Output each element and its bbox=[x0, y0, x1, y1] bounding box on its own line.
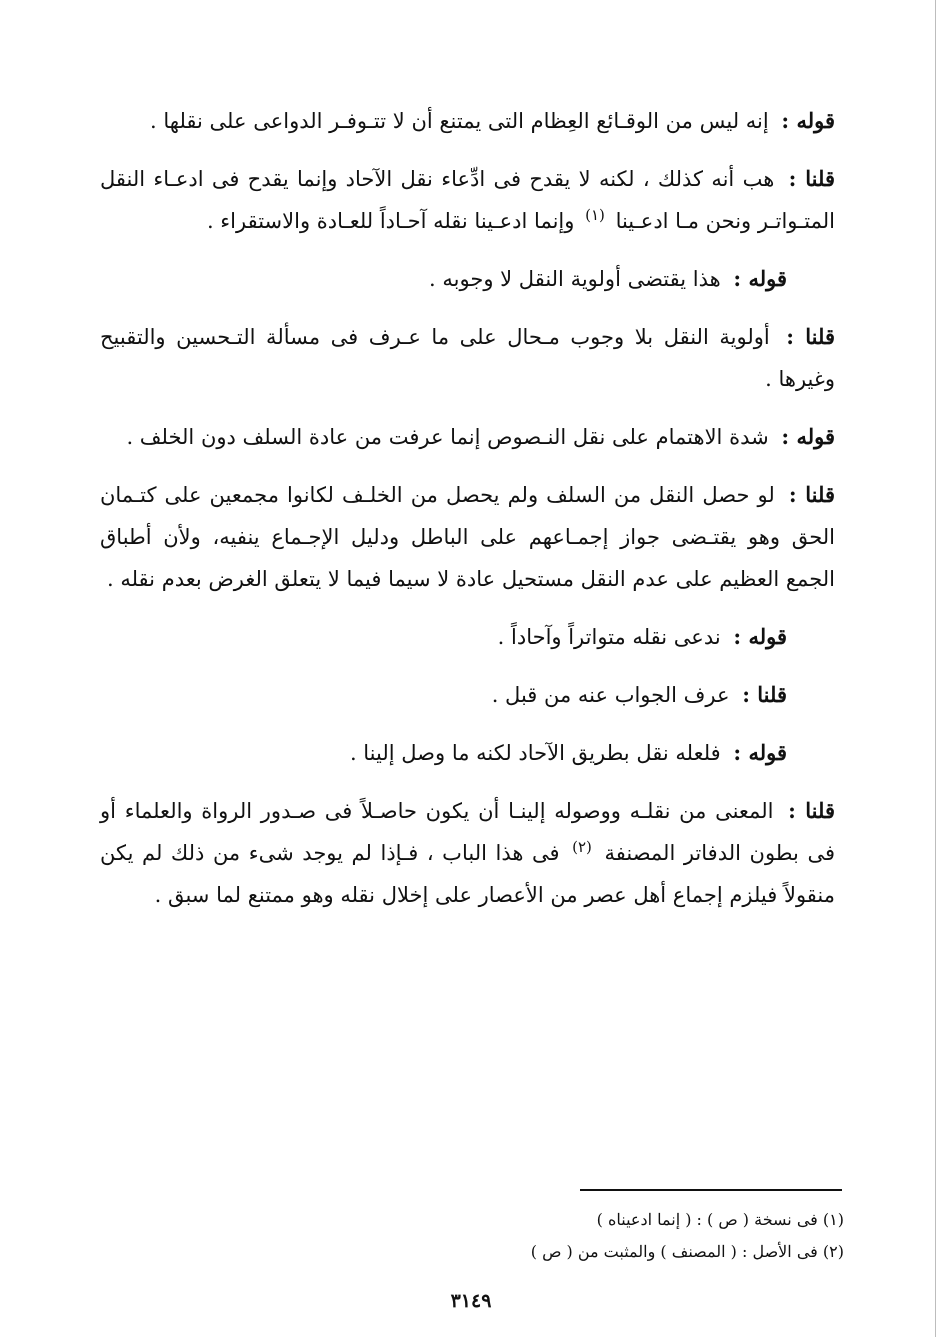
footnotes bbox=[300, 1204, 844, 1268]
paragraph-text-continued: فى هذا الباب ، فـإذا لم يوجد شىء من ذلك لم يكن منقولاً فيلزم إجماع أهل عصر من الأعصار على إخلال نقله وهو ممتنع لما سبق . bbox=[100, 841, 835, 907]
footnote-reference: (٢) bbox=[572, 838, 592, 856]
paragraph-text: هب أنه كذلك ، لكنه لا يقدح فى ادِّعاء نقل الآحاد وإنما يقدح فى ادعـاء النقل المتـواتـر ونحن مـا ادعـينا bbox=[100, 167, 835, 233]
page-number: ٣١٤٩ bbox=[450, 1290, 492, 1312]
paragraph-text: أولوية النقل بلا وجوب مـحال على ما عـرف فى مسألة التـحسين والتقبيح وغيرها . bbox=[100, 325, 835, 391]
scan-edge-line bbox=[935, 0, 936, 1337]
speaker-label: قلنا : bbox=[788, 166, 835, 191]
speaker-label: قوله : bbox=[781, 108, 835, 133]
footnote-separator bbox=[580, 1189, 842, 1191]
paragraph-text: ندعى نقله متواتراً وآحاداً . bbox=[497, 625, 721, 649]
footnote-2: (٢) فى الأصل : ( المصنف ) والمثبت من ( ص ) bbox=[530, 1242, 844, 1261]
paragraph-qulna-1 bbox=[100, 158, 835, 242]
paragraph-qulna-5 bbox=[100, 790, 835, 916]
paragraph-qawluhu-3 bbox=[100, 416, 835, 458]
main-text bbox=[100, 100, 835, 932]
paragraph-qulna-3 bbox=[100, 474, 835, 600]
paragraph-text: فلعله نقل بطريق الآحاد لكنه ما وصل إلينا . bbox=[349, 741, 721, 765]
footnote-1: (١) فى نسخة ( ص ) : ( إنما ادعيناه ) bbox=[596, 1210, 844, 1229]
speaker-label: قلنا : bbox=[788, 798, 835, 823]
paragraph-qawluhu-4 bbox=[100, 616, 835, 658]
paragraph-qawluhu-2 bbox=[100, 258, 835, 300]
paragraph-text-continued: وإنما ادعـينا نقله آحـاداً للعـادة والاستقراء . bbox=[206, 209, 575, 233]
paragraph-text: المعنى من نقلـه ووصوله إلينـا أن يكون حاصـلاً فى صـدور الرواة والعلماء أو فى بطون الدفاتر المصنفة bbox=[100, 799, 835, 865]
paragraph-qawluhu-1 bbox=[100, 100, 835, 142]
speaker-label: قوله : bbox=[733, 740, 787, 765]
paragraph-qawluhu-5 bbox=[100, 732, 835, 774]
paragraph-text: شدة الاهتمام على نقل النـصوص إنما عرفت من عادة السلف دون الخلف . bbox=[126, 425, 769, 449]
paragraph-qulna-2 bbox=[100, 316, 835, 400]
speaker-label: قلنا : bbox=[788, 482, 835, 507]
paragraph-text: إنه ليس من الوقـائع العِظام التى يمتنع أن لا تتـوفـر الدواعى على نقلها . bbox=[150, 109, 769, 133]
speaker-label: قوله : bbox=[781, 424, 835, 449]
speaker-label: قلنا : bbox=[742, 682, 787, 707]
paragraph-text: هذا يقتضى أولوية النقل لا وجوبه . bbox=[429, 267, 721, 291]
paragraph-text: عرف الجواب عنه من قبل . bbox=[491, 683, 730, 707]
footnote-reference: (١) bbox=[585, 206, 605, 224]
speaker-label: قوله : bbox=[733, 624, 787, 649]
paragraph-qulna-4 bbox=[100, 674, 835, 716]
paragraph-text: لو حصل النقل من السلف ولم يحصل من الخلـف لكانوا مجمعين على كتـمان الحق وهو يقتـضى جواز إجمـاعهم على الباطل ودليل الإجـماع ينفيه، ولأن أطباق الجمع العظيم على عدم النقل مستحيل عادة لا سيما فيما لا يتعلق الغرض بعدم نقله . bbox=[100, 483, 835, 591]
speaker-label: قوله : bbox=[733, 266, 787, 291]
speaker-label: قلنا : bbox=[786, 324, 835, 349]
